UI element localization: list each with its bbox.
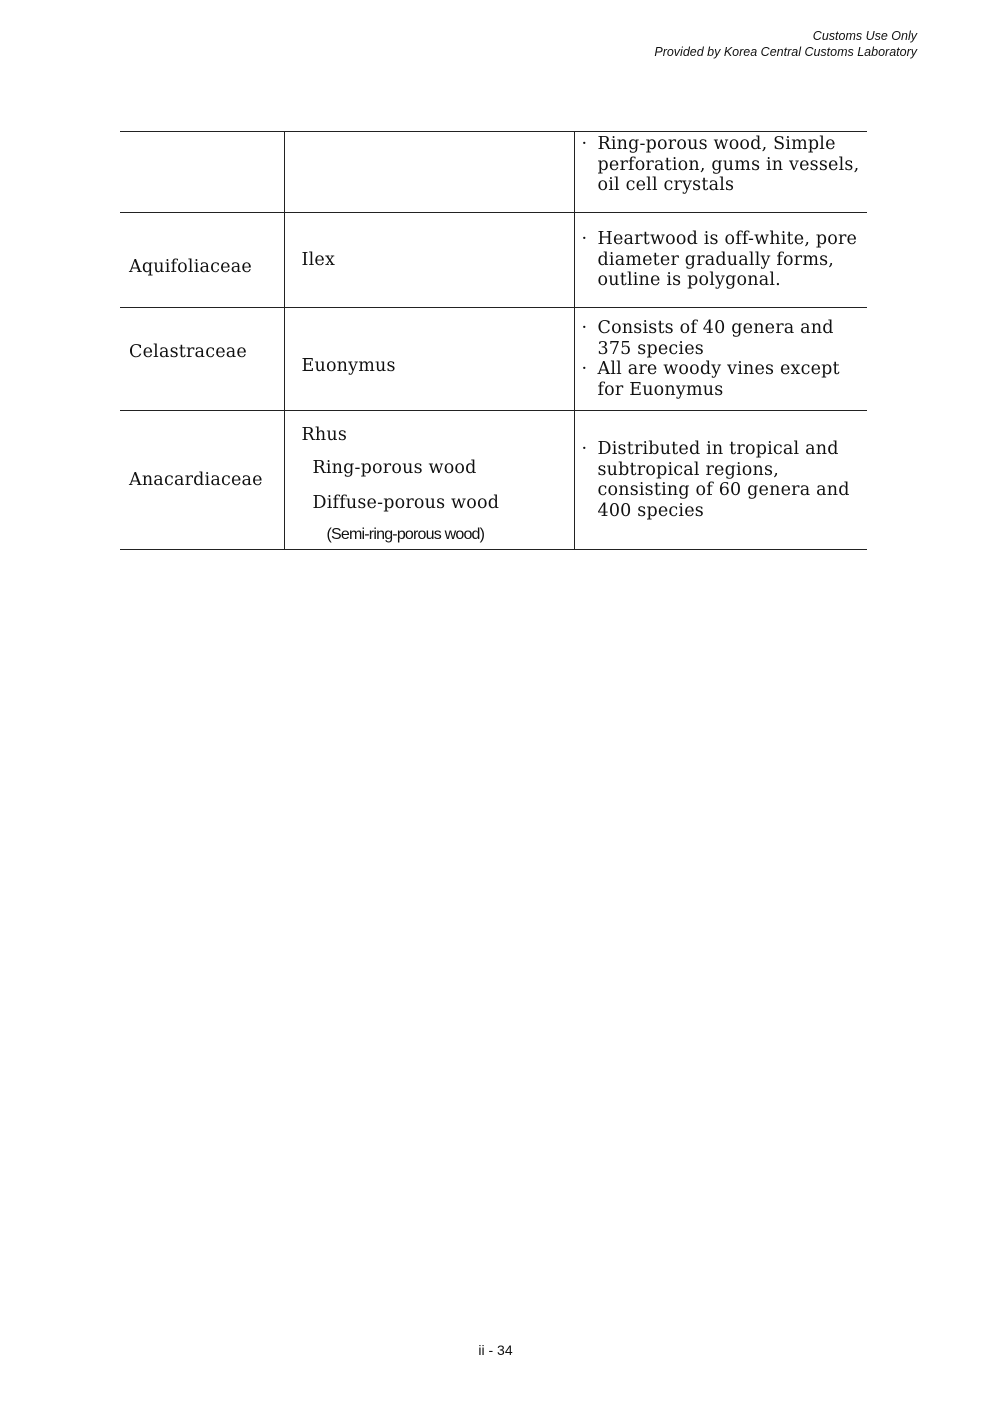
genus-name: Rhus	[301, 425, 347, 445]
description-bullet	[582, 229, 864, 291]
description-bullet	[582, 318, 864, 359]
bullet-text: Heartwood is off-white, pore diameter gradually forms, outline is polygonal.	[597, 229, 858, 291]
genus-porosity-diffuse: Diffuse-porous wood	[312, 493, 500, 513]
description-cell	[574, 411, 867, 550]
bullet-text: Ring-porous wood, Simple perforation, gums in vessels, oil cell crystals	[597, 134, 860, 195]
description-bullet	[582, 439, 864, 521]
bullet-text: Consists of 40 genera and 375 species	[597, 318, 834, 359]
genus-porosity-ring: Ring-porous wood	[312, 458, 477, 478]
table-row	[120, 411, 867, 550]
bullet-mark: ·	[581, 439, 588, 459]
wood-species-table	[120, 131, 867, 550]
family-cell: Aquifoliaceae	[120, 213, 284, 308]
family-cell	[120, 132, 284, 213]
description-cell	[574, 308, 867, 411]
bullet-mark: ·	[581, 229, 588, 250]
table-row	[120, 132, 867, 213]
description-cell	[574, 213, 867, 308]
genus-cell	[284, 411, 574, 550]
bullet-mark: ·	[581, 134, 588, 154]
description-cell	[574, 132, 867, 213]
page-number: ii - 34	[478, 1342, 513, 1358]
genus-cell: Euonymus	[284, 308, 574, 411]
description-bullet	[582, 134, 864, 196]
page-header	[654, 28, 917, 60]
table-row	[120, 213, 867, 308]
bullet-mark: ·	[581, 318, 588, 338]
family-cell: Anacardiaceae	[120, 411, 284, 550]
header-provider: Provided by Korea Central Customs Laboratory	[654, 45, 917, 59]
genus-cell: Ilex	[284, 213, 574, 308]
family-cell: Celastraceae	[120, 308, 284, 411]
genus-cell	[284, 132, 574, 213]
header-customs-use-only: Customs Use Only	[812, 29, 917, 43]
genus-porosity-semi-ring: (Semi-ring-porous wood)	[326, 526, 485, 543]
table-row	[120, 308, 867, 411]
bullet-text: Distributed in tropical and subtropical regions, consisting of 60 genera and 400 species	[597, 439, 850, 521]
description-bullet	[582, 359, 864, 400]
bullet-mark: ·	[581, 359, 588, 379]
bullet-text: All are woody vines except for Euonymus	[597, 359, 840, 400]
